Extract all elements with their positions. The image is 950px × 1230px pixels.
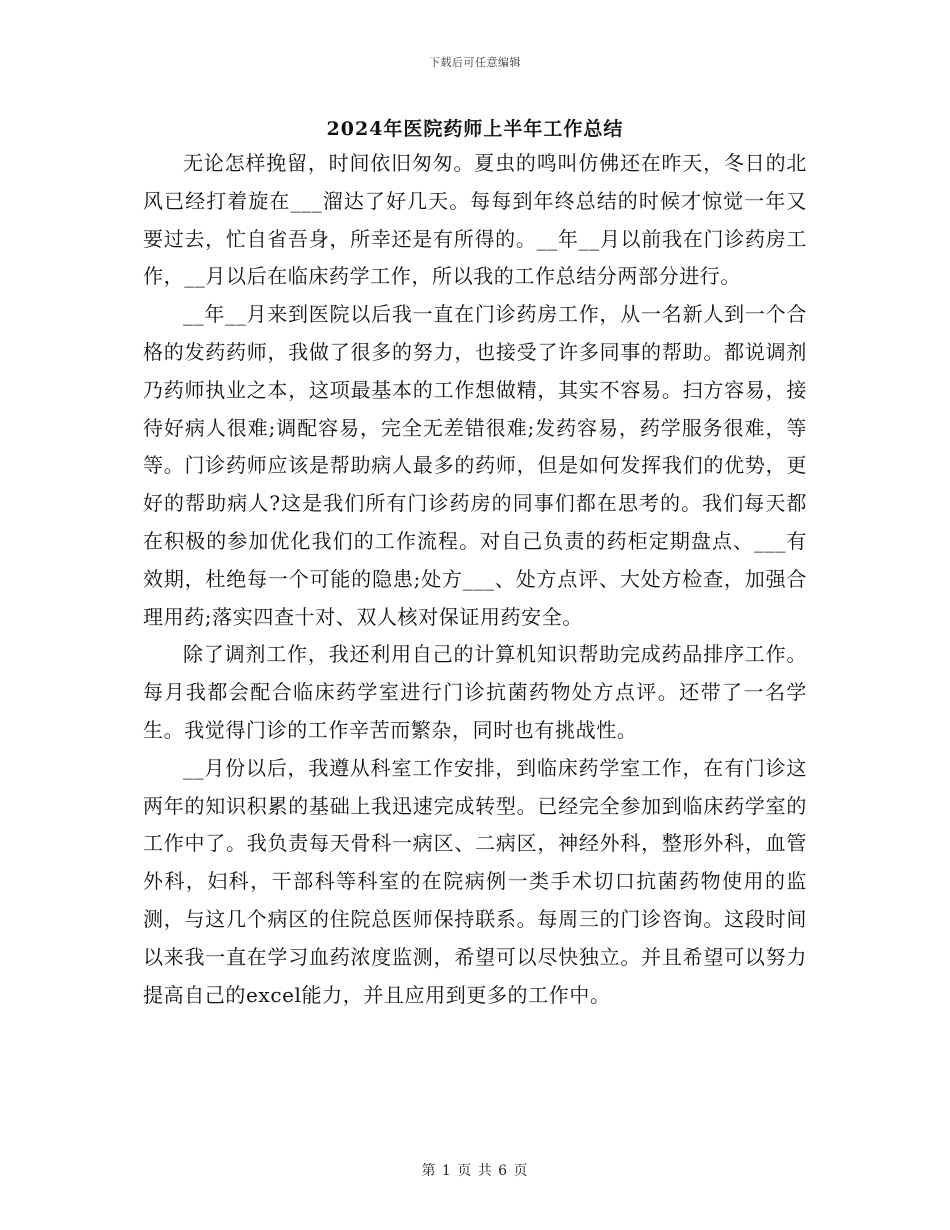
paragraph: __年__月来到医院以后我一直在门诊药房工作，从一名新人到一个合格的发药药师，我做了很多的努力，也接受了许多同事的帮助。都说调剂乃药师执业之本，这项最基本的工作想做精，其实不容易。扫方容易，接待好病人很难;调配容易，完全无差错很难;发药容易，药学服务很难，等等。门诊药师应该是帮助病人最多的药师，但是如何发挥我们的优势，更好的帮助病人?这是我们所有门诊药房的同事们都在思考的。我们每天都在积极的参加优化我们的工作流程。对自己负责的药柜定期盘点、___有效期，杜绝每一个可能的隐患;处方___、处方点评、大处方检查，加强合理用药;落实四查十对、双人核对保证用药安全。 bbox=[143, 302, 807, 629]
document-title: 2024年医院药师上半年工作总结 bbox=[326, 118, 624, 140]
page-number: 第 1 页 共 6 页 bbox=[421, 1163, 529, 1179]
paragraph: 除了调剂工作，我还利用自己的计算机知识帮助完成药品排序工作。每月我都会配合临床药学室进行门诊抗菌药物处方点评。还带了一名学生。我觉得门诊的工作辛苦而繁杂，同时也有挑战性。 bbox=[143, 642, 807, 742]
document-body bbox=[143, 145, 807, 1014]
paragraph: __月份以后，我遵从科室工作安排，到临床药学室工作，在有门诊这两年的知识积累的基础上我迅速完成转型。已经完全参加到临床药学室的工作中了。我负责每天骨科一病区、二病区，神经外科，整形外科，血管外科，妇科，干部科等科室的在院病例一类手术切口抗菌药物使用的监测，与这几个病区的住院总医师保持联系。每周三的门诊咨询。这段时间以来我一直在学习血药浓度监测，希望可以尽快独立。并且希望可以努力提高自己的excel能力，并且应用到更多的工作中。 bbox=[143, 755, 807, 1007]
paragraph: 无论怎样挽留，时间依旧匆匆。夏虫的鸣叫仿佛还在昨天，冬日的北风已经打着旋在___溜达了好几天。每每到年终总结的时候才惊觉一年又要过去，忙自省吾身，所幸还是有所得的。__年__月以前我在门诊药房工作，__月以后在临床药学工作，所以我的工作总结分两部分进行。 bbox=[143, 151, 807, 289]
header-note: 下载后可任意编辑 bbox=[429, 56, 521, 69]
